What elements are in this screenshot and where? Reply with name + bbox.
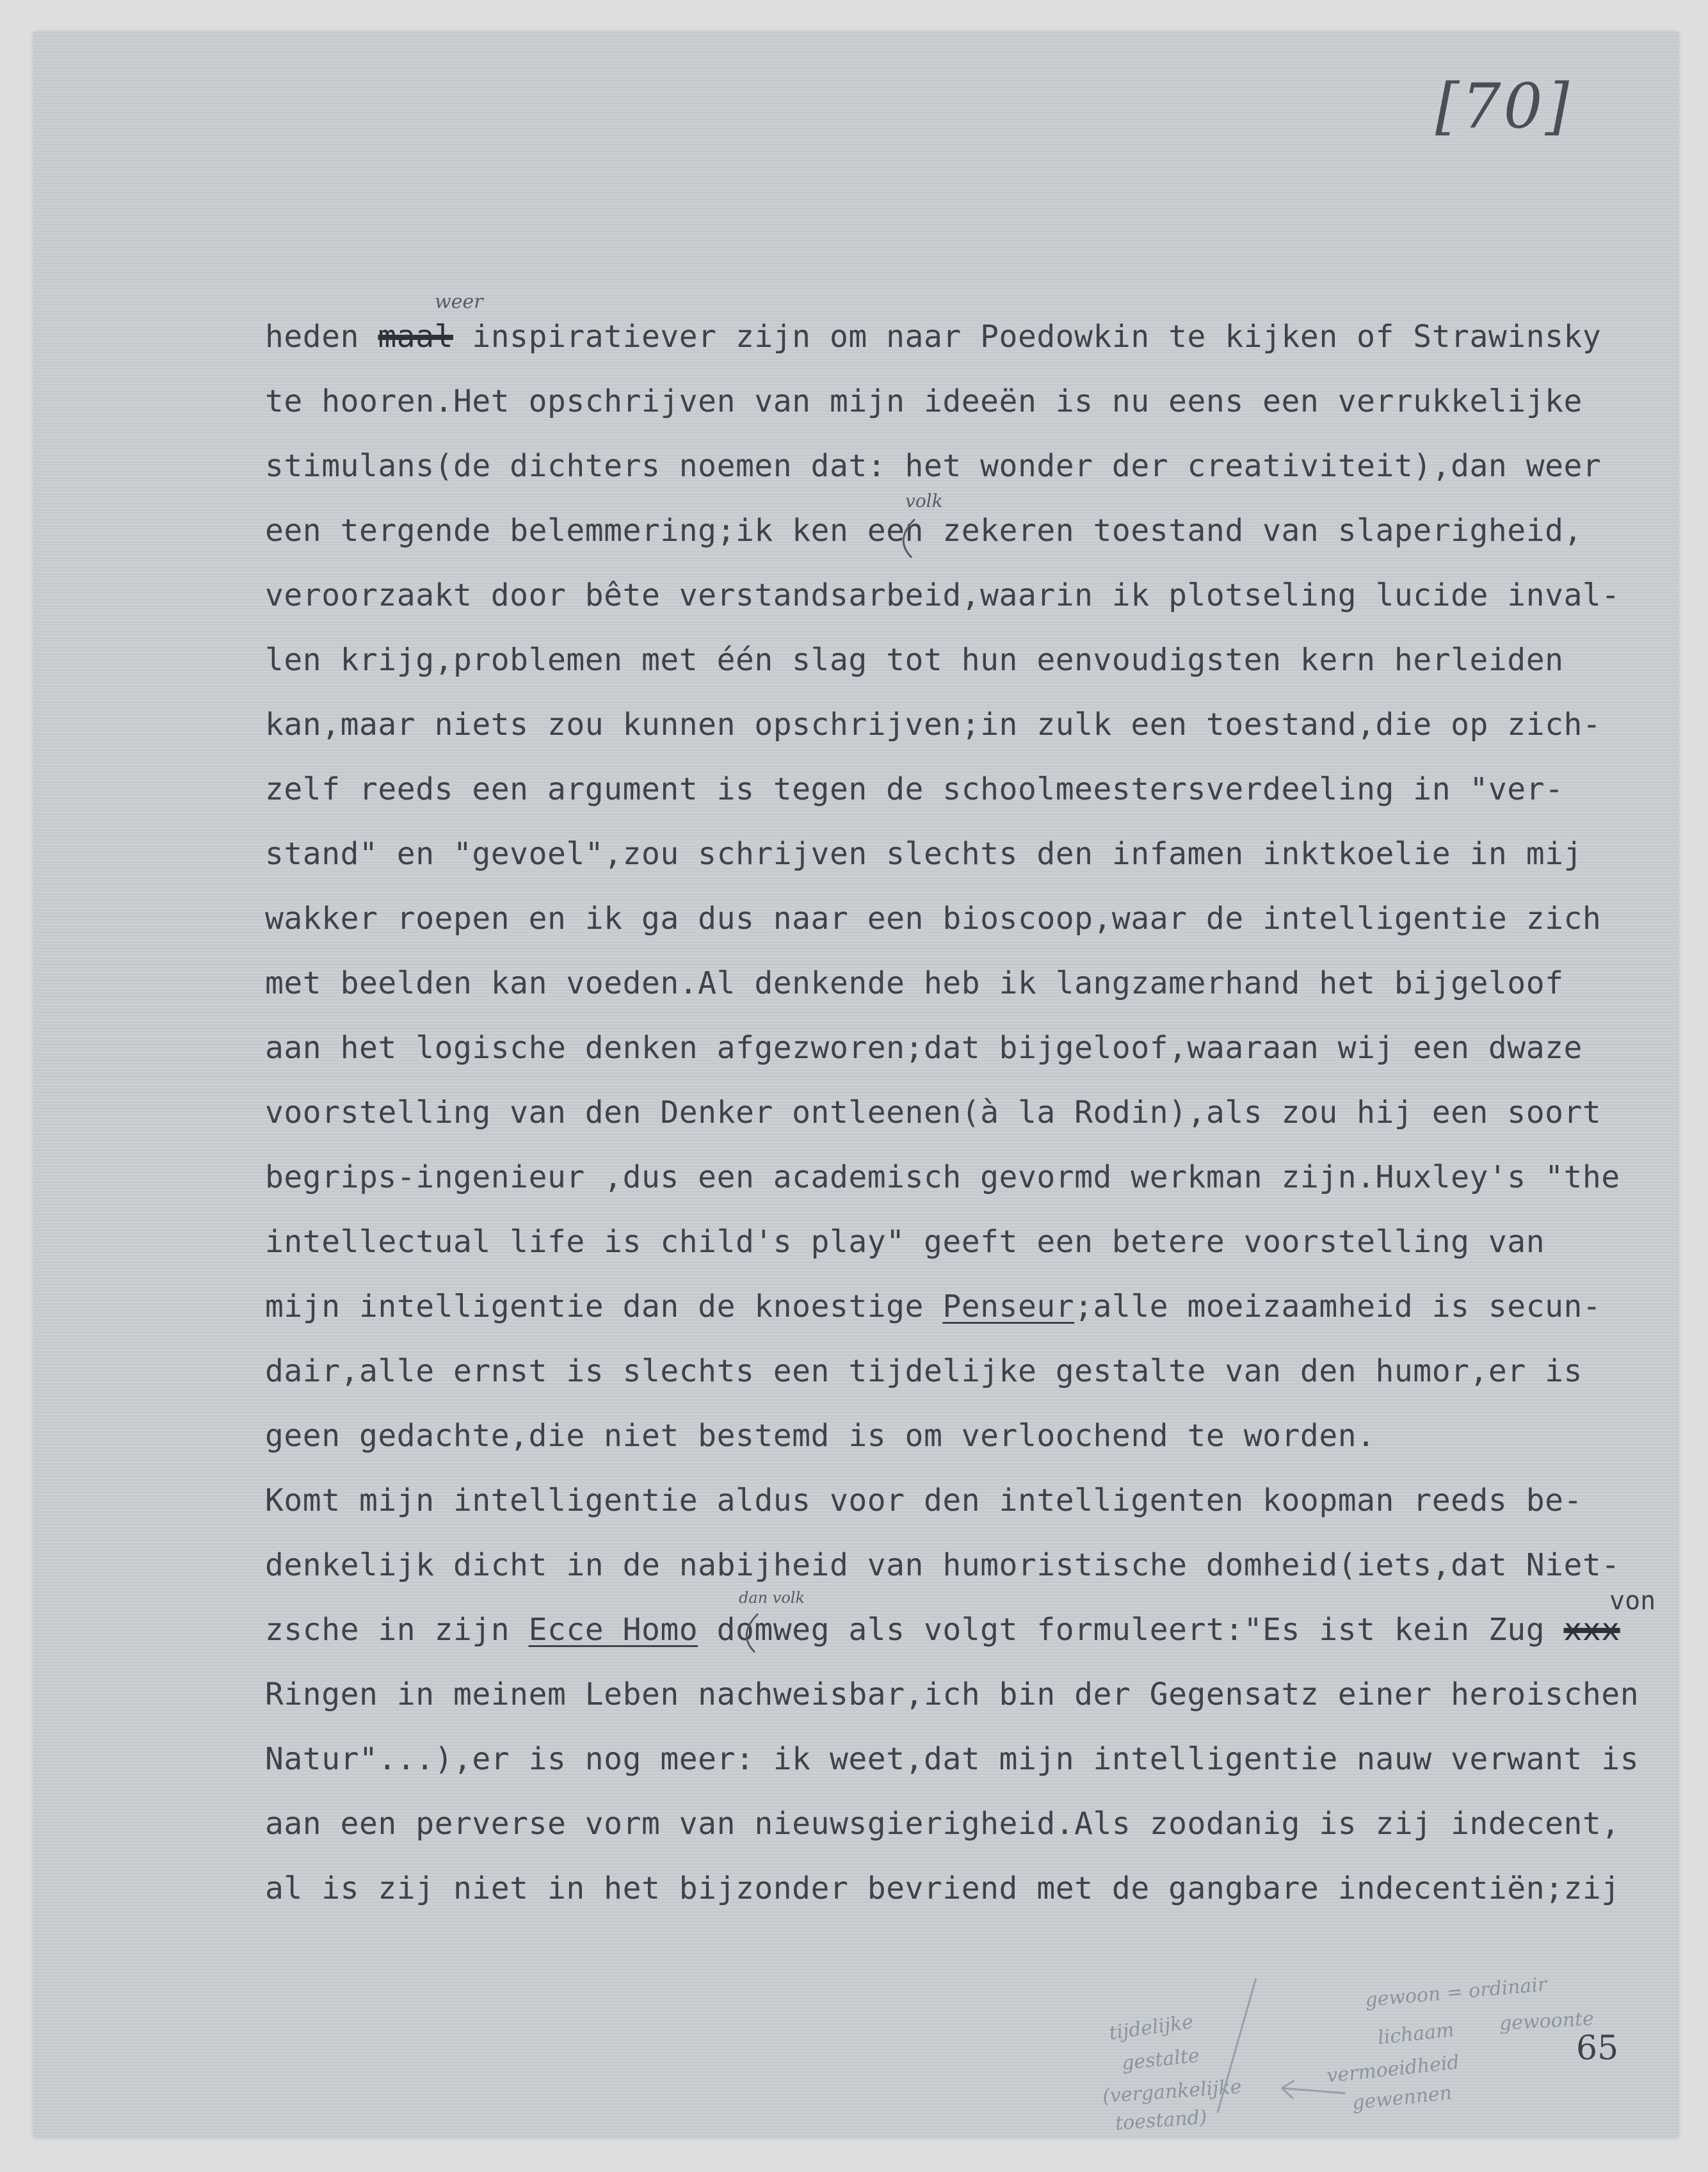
text-line-12: aan het logische denken afgezworen;dat bijgeloof,waaraan wij een dwaze	[265, 1030, 1583, 1066]
text-line-19: Komt mijn intelligentie aldus voor den intelligenten koopman reeds be-	[265, 1483, 1583, 1518]
margin-note: gewennen	[1351, 2081, 1453, 2115]
pencil-stroke	[1211, 1972, 1262, 2119]
text-line-20: denkelijk dicht in de nabijheid van humoristische domheid(iets,dat Niet-	[265, 1547, 1620, 1583]
handwritten-insert-volk: volk	[905, 490, 943, 511]
text-line-24: aan een perverse vorm van nieuwsgierigheid.Als zoodanig is zij indecent,	[265, 1806, 1620, 1842]
text-line-7: kan,maar niets zou kunnen opschrijven;in zulk een toestand,die op zich-	[265, 707, 1602, 743]
text-line-22: Ringen in meinem Leben nachweisbar,ich bin der Gegensatz einer heroischen	[265, 1677, 1640, 1712]
handwritten-insert-dan-volk: dan volk	[739, 1589, 805, 1607]
insertion-caret-mark	[896, 516, 928, 561]
text-line-18: geen gedachte,die niet bestemd is om verloochend te worden.	[265, 1418, 1376, 1454]
margin-note: gewoon = ordinair	[1364, 1973, 1548, 2012]
text-line-14: begrips-ingenieur ,dus een academisch gevormd werkman zijn.Huxley's "the	[265, 1159, 1620, 1195]
text-line-6: len krijg,problemen met één slag tot hun eenvoudigsten kern herleiden	[265, 642, 1564, 678]
insertion-caret-mark	[739, 1611, 764, 1655]
margin-note: toestand)	[1114, 2106, 1208, 2135]
struck-word: xxx	[1563, 1612, 1620, 1648]
text-line-25: al is zij niet in het bijzonder bevriend met de gangbare indecentiën;zij	[265, 1870, 1620, 1906]
text-line-21: zsche in zijn Ecce Homo domweg als volgt formuleert:"Es ist kein Zug xxx	[265, 1612, 1620, 1648]
handwritten-insert-weer: weer	[435, 291, 483, 313]
text-line-4: een tergende belemmering;ik ken een zekeren toestand van slaperigheid,	[265, 513, 1583, 549]
typescript-page	[33, 32, 1679, 2138]
arrow-icon	[1275, 2074, 1352, 2106]
page-reference-number: 65	[1576, 2029, 1619, 2068]
page-number: [70]	[1435, 70, 1572, 142]
text-line-8: zelf reeds een argument is tegen de schoolmeestersverdeeling in "ver-	[265, 771, 1564, 807]
text-line-17: dair,alle ernst is slechts een tijdelijke gestalte van den humor,er is	[265, 1353, 1583, 1389]
text-line-3: stimulans(de dichters noemen dat: het wonder der creativiteit),dan weer	[265, 448, 1602, 484]
struck-word: maal	[378, 319, 453, 355]
text-line-9: stand" en "gevoel",zou schrijven slechts den infamen inktkoelie in mij	[265, 836, 1583, 872]
text-line-1: heden maal inspiratiever zijn om naar Poedowkin te kijken of Strawinsky	[265, 319, 1602, 355]
text-line-23: Natur"...),er is nog meer: ik weet,dat mijn intelligentie nauw verwant is	[265, 1741, 1640, 1777]
margin-note: gestalte	[1120, 2044, 1201, 2075]
underlined-word: Penseur	[942, 1289, 1075, 1324]
text-line-13: voorstelling van den Denker ontleenen(à la Rodin),als zou hij een soort	[265, 1095, 1602, 1130]
margin-note: tijdelijke	[1108, 2010, 1195, 2045]
text-line-11: met beelden kan voeden.Al denkende heb ik langzamerhand het bijgeloof	[265, 965, 1564, 1001]
margin-note: (vergankelijke	[1102, 2075, 1243, 2108]
margin-note: vermoeidheid	[1325, 2051, 1461, 2088]
text-line-10: wakker roepen en ik ga dus naar een bioscoop,waar de intelligentie zich	[265, 901, 1602, 937]
text-line-2: te hooren.Het opschrijven van mijn ideeën is nu eens een verrukkelijke	[265, 383, 1583, 419]
text-line-5: veroorzaakt door bête verstandsarbeid,waarin ik plotseling lucide inval-	[265, 577, 1620, 613]
margin-note: lichaam	[1376, 2018, 1456, 2050]
typed-insert-von: von	[1609, 1586, 1656, 1616]
margin-note: gewoonte	[1499, 2007, 1595, 2035]
text-line-15: intellectual life is child's play" geeft een betere voorstelling van	[265, 1224, 1545, 1260]
underlined-title: Ecce Homo	[528, 1612, 698, 1648]
text-line-16: mijn intelligentie dan de knoestige Penseur;alle moeizaamheid is secun-	[265, 1289, 1602, 1324]
